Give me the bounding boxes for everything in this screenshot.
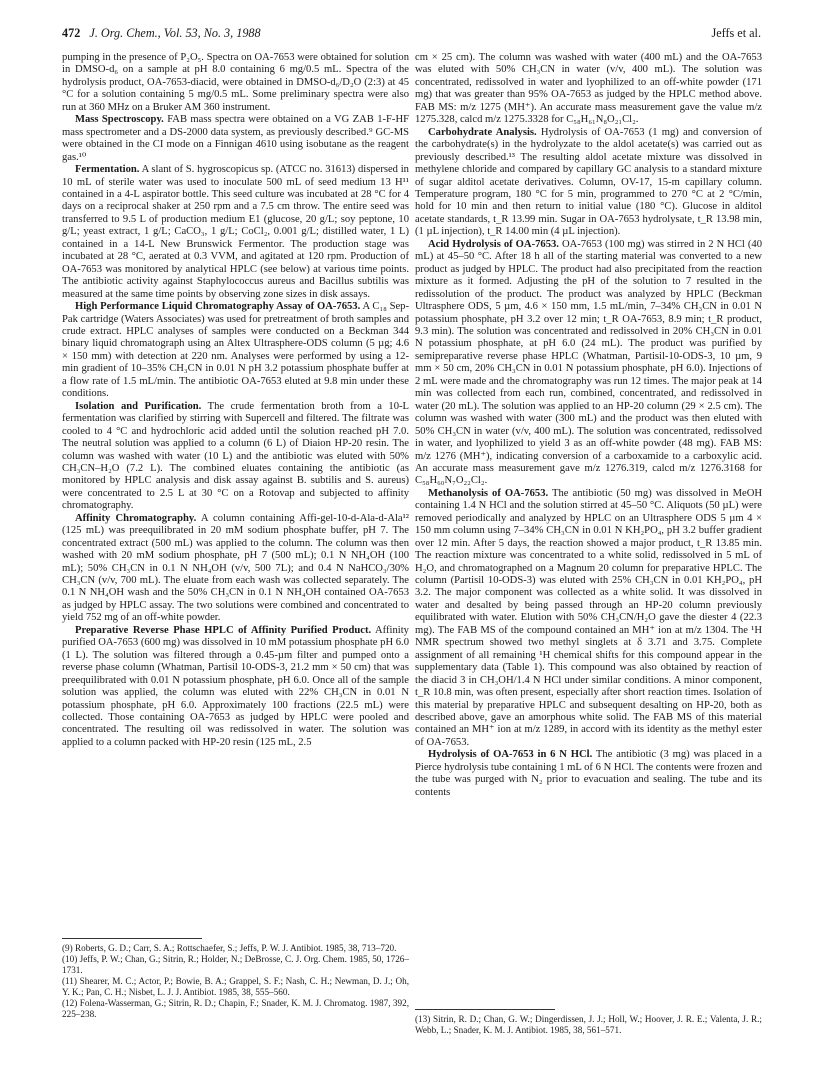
section-heading: Carbohydrate Analysis.	[428, 126, 537, 138]
footnotes-right	[415, 1014, 762, 1036]
section-heading: High Performance Liquid Chromatography Assay of OA-7653.	[75, 301, 361, 313]
paragraph-text: The antibiotic (3 mg) was placed in a Pierce hydrolysis tube containing 1 mL of 6 N HCl. The contents were frozen and the tube was purged with N₂ prior to evacuation and sealing. The tube and its contents	[415, 749, 762, 798]
paragraph-text: Affinity purified OA-7653 (600 mg) was dissolved in 10 mM potassium phosphate pH 6.0 (1 L). The solution was filtered through a 0.45-µm filter and pumped onto a reverse phase column (Whatman, Partisil 10-ODS-3, 21.2 mm × 50 cm) that was preequilibrated with 0.01 N potassium phosphate, pH 6.0. Once all of the sample solution was applied, the column was eluted with 22% CH₃CN in 0.01 N potassium phosphate, pH 6.0. Approximately 100 fractions (22.5 mL) were collected. Those containing OA-7653 as judged by HPLC were pooled and concentrated. The resulting oil was redissolved in water. The solution was applied to a column packed with HP-20 resin (125 mL, 2.5	[62, 624, 409, 748]
footnotes-left	[62, 943, 409, 1020]
section-heading: Fermentation.	[75, 164, 140, 176]
journal-name: J. Org. Chem.,	[89, 26, 161, 40]
paragraph-text: Hydrolysis of OA-7653 (1 mg) and conversion of the carbohydrate(s) in the hydrolyzate to the aldol acetate(s) was carried out as previously described.¹³ The resulting aldol acetate mixture was dissolved in methylene chloride and compared by capillary GC analysis to a standard mixture of sugar alditol acetate derivatives. Column, OV-17, 15-m capillary column. Temperature program, 180 °C for 5 min, programmed to 270 °C at 2 °C/min, hold for 10 min and then return to initial value (180 °C). Glucose in alditol acetate standards, t_R 13.99 min. Sugar in OA-7653 hydrolysate, t_R 13.98 min, (1 µL injection), t_R 14.00 min (4 µL injection).	[415, 126, 762, 238]
section-heading: Mass Spectroscopy.	[75, 114, 164, 126]
header-authors: Jeffs et al.	[711, 26, 761, 40]
paragraph-text: pumping in the presence of P₂O₅. Spectra on OA-7653 were obtained for solution in DMSO-d₆ on a sample at pH 8.0 containing 6 mg/0.5 mL. Spectra of the hydrolysis product, OA-7653-diacid, were obtained in DMSO-d₆/D₂O (2:3) at 45 °C for a solution containing 5 mg/0.5 mL. Some preliminary spectra were also run at 360 MHz on a Bruker AM 360 instrument.	[62, 52, 409, 113]
footnote: (13) Sitrin, R. D.; Chan, G. W.; Dingerdissen, J. J.; Holl, W.; Hoover, J. R. E.; Valenta, J. R.; Webb, L.; Snader, K. M. J. Antibiot. 1985, 38, 561–571.	[415, 1014, 762, 1035]
section-heading: Methanolysis of OA-7653.	[428, 487, 549, 499]
paragraph-text: A slant of S. hygroscopicus sp. (ATCC no. 31613) dispersed in 10 mL of sterile water was used to inoculate 500 mL of seed medium 13 H¹¹ contained in a 4-L aspirator bottle. This seed culture was incubated at 28 °C for 4 days on a reciprocal shaker at 250 rpm and a 7.5 cm throw. The entire seed was transferred to 9.5 L of production medium E1 (glucose, 20 g/L; soy peptone, 10 g/L; yeast extract, 1 g/L; CaCO₃, 1 g/L; CoCl₂, 0.001 g/L; distilled water, 1 L) contained in a 14-L New Brunswick Fermentor. The production stage was incubated at 28 °C, aerated at 0.3 VVM, and agitated at 120 rpm. Production of OA-7653 was monitored by analytical HPLC (see below) at various time points. The antibiotic activity against Staphylococcus aureus and Bacillus subtilis was measured at the same time points by observing zone sizes in disk assays.	[62, 164, 409, 300]
volume-issue: Vol. 53, No. 3, 1988	[163, 26, 261, 40]
paragraph	[415, 127, 762, 239]
running-header	[62, 26, 761, 42]
paragraph	[62, 625, 409, 750]
paragraph	[415, 52, 762, 127]
paragraph-text: A C₁₈ Sep-Pak cartridge (Waters Associates) was used for pretreatment of broth samples and crude extract. HPLC analyses of samples were conducted on a Beckman 344 binary liquid chromatograph using an Altex Ultrasphere-ODS column (5 µg; 4.6 × 150 mm) with detection at 220 nm. Analyses were performed by using a 12-min gradient of 10–35% CH₃CN in 0.01 N pH 3.2 potassium phosphate buffer at a flow rate of 1.5 mL/min. The antibiotic OA-7653 eluted at 9.8 min under these conditions.	[62, 301, 409, 400]
paragraph-text: A column containing Affi-gel-10-d-Ala-d-Ala¹² (125 mL) was preequilibrated in 20 mM sodium phosphate buffer, pH 7. The concentrated extract (500 mL) was applied to the column. The column was then washed with 20 mM sodium phosphate, pH 7 (500 mL); 0.1 N NH₄OH (100 mL); 50% CH₃CN in 0.1 N NH₄OH (v/v, 500 7L); and 0.4 N NaHCO₃/30% CH₃CN (v/v, 700 mL). The eluate from each wash was collected separately. The 0.1 N NH₄OH wash and the 50% CH₃CN in 0.1 N NH₄OH contained OA-7653 as judged by HPLC assay. The two solutions were combined and concentrated to yield 752 mg of an off-white powder.	[62, 512, 409, 624]
section-heading: Affinity Chromatography.	[75, 512, 197, 524]
footnote-rule-right	[415, 1009, 555, 1010]
footnote: (11) Shearer, M. C.; Actor, P.; Bowie, B. A.; Grappel, S. F.; Nash, C. H.; Newman, D. J.; Oh, Y. K.; Pan, C. H.; Nisbet, L. J. J. Antibiot. 1985, 38, 555–560.	[62, 976, 409, 997]
paragraph	[62, 114, 409, 164]
footnote: (10) Jeffs, P. W.; Chan, G.; Sitrin, R.; Holder, N.; DeBrosse, C. J. Org. Chem. 1985, 50, 1726–1731.	[62, 954, 409, 975]
paragraph	[415, 239, 762, 488]
paragraph	[62, 164, 409, 301]
paragraph	[62, 301, 409, 401]
section-heading: Acid Hydrolysis of OA-7653.	[428, 238, 559, 250]
left-column	[62, 52, 409, 749]
paragraph-text: OA-7653 (100 mg) was stirred in 2 N HCl (40 mL) at 45–50 °C. After 18 h all of the starting material was converted to a new product as judged by HPLC. The product had also precipitated from the reaction mixture as it formed. Adjusting the pH of the solution to 7 resulted in the redissolution of the product. The product was analyzed by HPLC (Beckman Ultrasphere ODS, 5 µm, 4.6 × 150 mm, 1.5 mL/min, 7–34% CH₃CN in 0.01 N potassium phosphate, pH 3.2 over 12 min; t_R OA-7653, 8.9 min; t_R product, 9.3 min). The solution was concentrated and redissolved in 20% CH₃CN in 0.01 N potassium phosphate, at pH 6.0 (24 mL). The product was purified by semipreparative reverse phase HPLC (Whatman, Partisil-10-ODS-3, 10 µm, 9 mm × 50 cm, 20% CH₃CN in 0.01 N potassium phosphate, pH 6.0). Injections of 2 mL were made and the chromatography was run 12 times. The major peak at 14 min was collected from each run, combined, concentrated, and redissolved in water (20 mL). The solution was applied to an HP-20 column (29 × 2.5 cm). The column was washed with water (300 mL) and the product was then eluted with 50% CH₃CN in water (v/v, 400 mL). The solution was concentrated, redissolved in water, and lyophilized to yield 3 as an off-white powder (48 mg). FAB MS: m/z 1276 (MH⁺), indicating conversion of a carboxamide to a carboxylic acid. An accurate mass measurement gave m/z 1276.319, calcd m/z 1276.3168 for C₅₈H₆₀N₇O₂₂Cl₂.	[415, 238, 763, 487]
section-heading: Preparative Reverse Phase HPLC of Affinity Purified Product.	[75, 624, 372, 636]
section-heading: Isolation and Purification.	[75, 400, 202, 412]
paragraph	[62, 52, 409, 114]
section-heading: Hydrolysis of OA-7653 in 6 N HCl.	[428, 749, 593, 761]
footnote-rule-left	[62, 938, 202, 939]
paragraph	[62, 401, 409, 513]
paragraph-text: FAB mass spectra were obtained on a VG ZAB 1-F-HF mass spectrometer and a DS-2000 data system, as previously described.⁹ GC-MS were obtained in the CI mode on a Finnigan 4610 using isobutane as the reagent gas.¹⁰	[62, 114, 409, 163]
footnote: (9) Roberts, G. D.; Carr, S. A.; Rottschaefer, S.; Jeffs, P. W. J. Antibiot. 1985, 38, 713–720.	[62, 943, 397, 953]
paragraph	[415, 488, 762, 750]
paragraph	[62, 513, 409, 625]
paragraph-text: cm × 25 cm). The column was washed with water (400 mL) and the OA-7653 was eluted with 50% CH₃CN in water (v/v, 400 mL). The solution was concentrated, redissolved in water and lyophilized to an off-white powder (171 mg) that was greater than 95% OA-7653 as judged by the HPLC method above. FAB MS: m/z 1275 (MH⁺). An accurate mass measurement gave the value m/z 1275.328, calcd m/z 1275.3328 for C₅₈H₆₁N₈O₂₁Cl₂.	[415, 52, 762, 126]
footnote: (12) Folena-Wasserman, G.; Sitrin, R. D.; Chapin, F.; Snader, K. M. J. Chromatog. 1987, 392, 225–238.	[62, 998, 409, 1019]
page-number: 472	[62, 26, 81, 40]
paragraph	[415, 749, 762, 799]
header-left	[62, 26, 261, 41]
right-column	[415, 52, 762, 799]
paragraph-text: The crude fermentation broth from a 10-L fermentation was clarified by stirring with Supercell and filtered. The filtrate was cooled to 4 °C and hydrochloric acid added until the solution reached pH 7.0. The neutral solution was applied to a column (6 L) of Diaion HP-20 resin. The column was washed with water (10 L) and the antibiotic was eluted with 50% CH₃CN–H₂O (7.2 L). The combined eluates containing the antibiotic (as monitored by HPLC analysis and disk assay against B. subtilis and S. aureus) were concentrated to 2.5 L at 30 °C on a Rotovap and subjected to affinity chromatography.	[62, 400, 409, 512]
paragraph-text: The antibiotic (50 mg) was dissolved in MeOH containing 1.4 N HCl and the solution stirred at 45–50 °C. Aliquots (50 µL) were removed periodically and analyzed by HPLC on an Ultrasphere ODS 5 µm 4 × 150 mm column using 7–34% CH₃CN in 0.01 N KH₂PO₄, pH 3.2 buffer gradient over 12 min. After 5 days, the reaction showed a major product, t_R 13.85 min. The reaction mixture was concentrated to a white solid, redissolved in 5 mL of H₂O, and chromatographed on a Magnum 20 column for preparative HPLC. The column (Partisil 10-ODS-3) was eluted with 25% CH₃CN in 0.01 KH₂PO₄, pH 3.2. The major component was collected as a white solid. It was dissolved in water and desalted by being passed through an HP-20 column previously equilibrated with water. Elution with 50% CH₃CN/H₂O gave the diester 4 (22.3 mg). The FAB MS of the compound contained an MH⁺ ion at m/z 1304. The ¹H NMR spectrum showed two methyl singlets at δ 3.71 and 3.75. Complete assignment of all remaining ¹H chemical shifts for this compound appear in the supplementary data (Table 1). This compound was also obtained by reaction of the diacid 3 in CH₃OH/1.4 N HCl under similar conditions. A minor component, t_R 10.8 min, was often present, especially after short reaction times. Isolation of this material by preparative HPLC and subsequent desalting on HP-20, both as described above, gave an amorphous white solid. The FAB MS of this material contained an MH⁺ ion at m/z 1289, in accord with its identity as the methyl ester of OA-7653.	[415, 487, 762, 748]
